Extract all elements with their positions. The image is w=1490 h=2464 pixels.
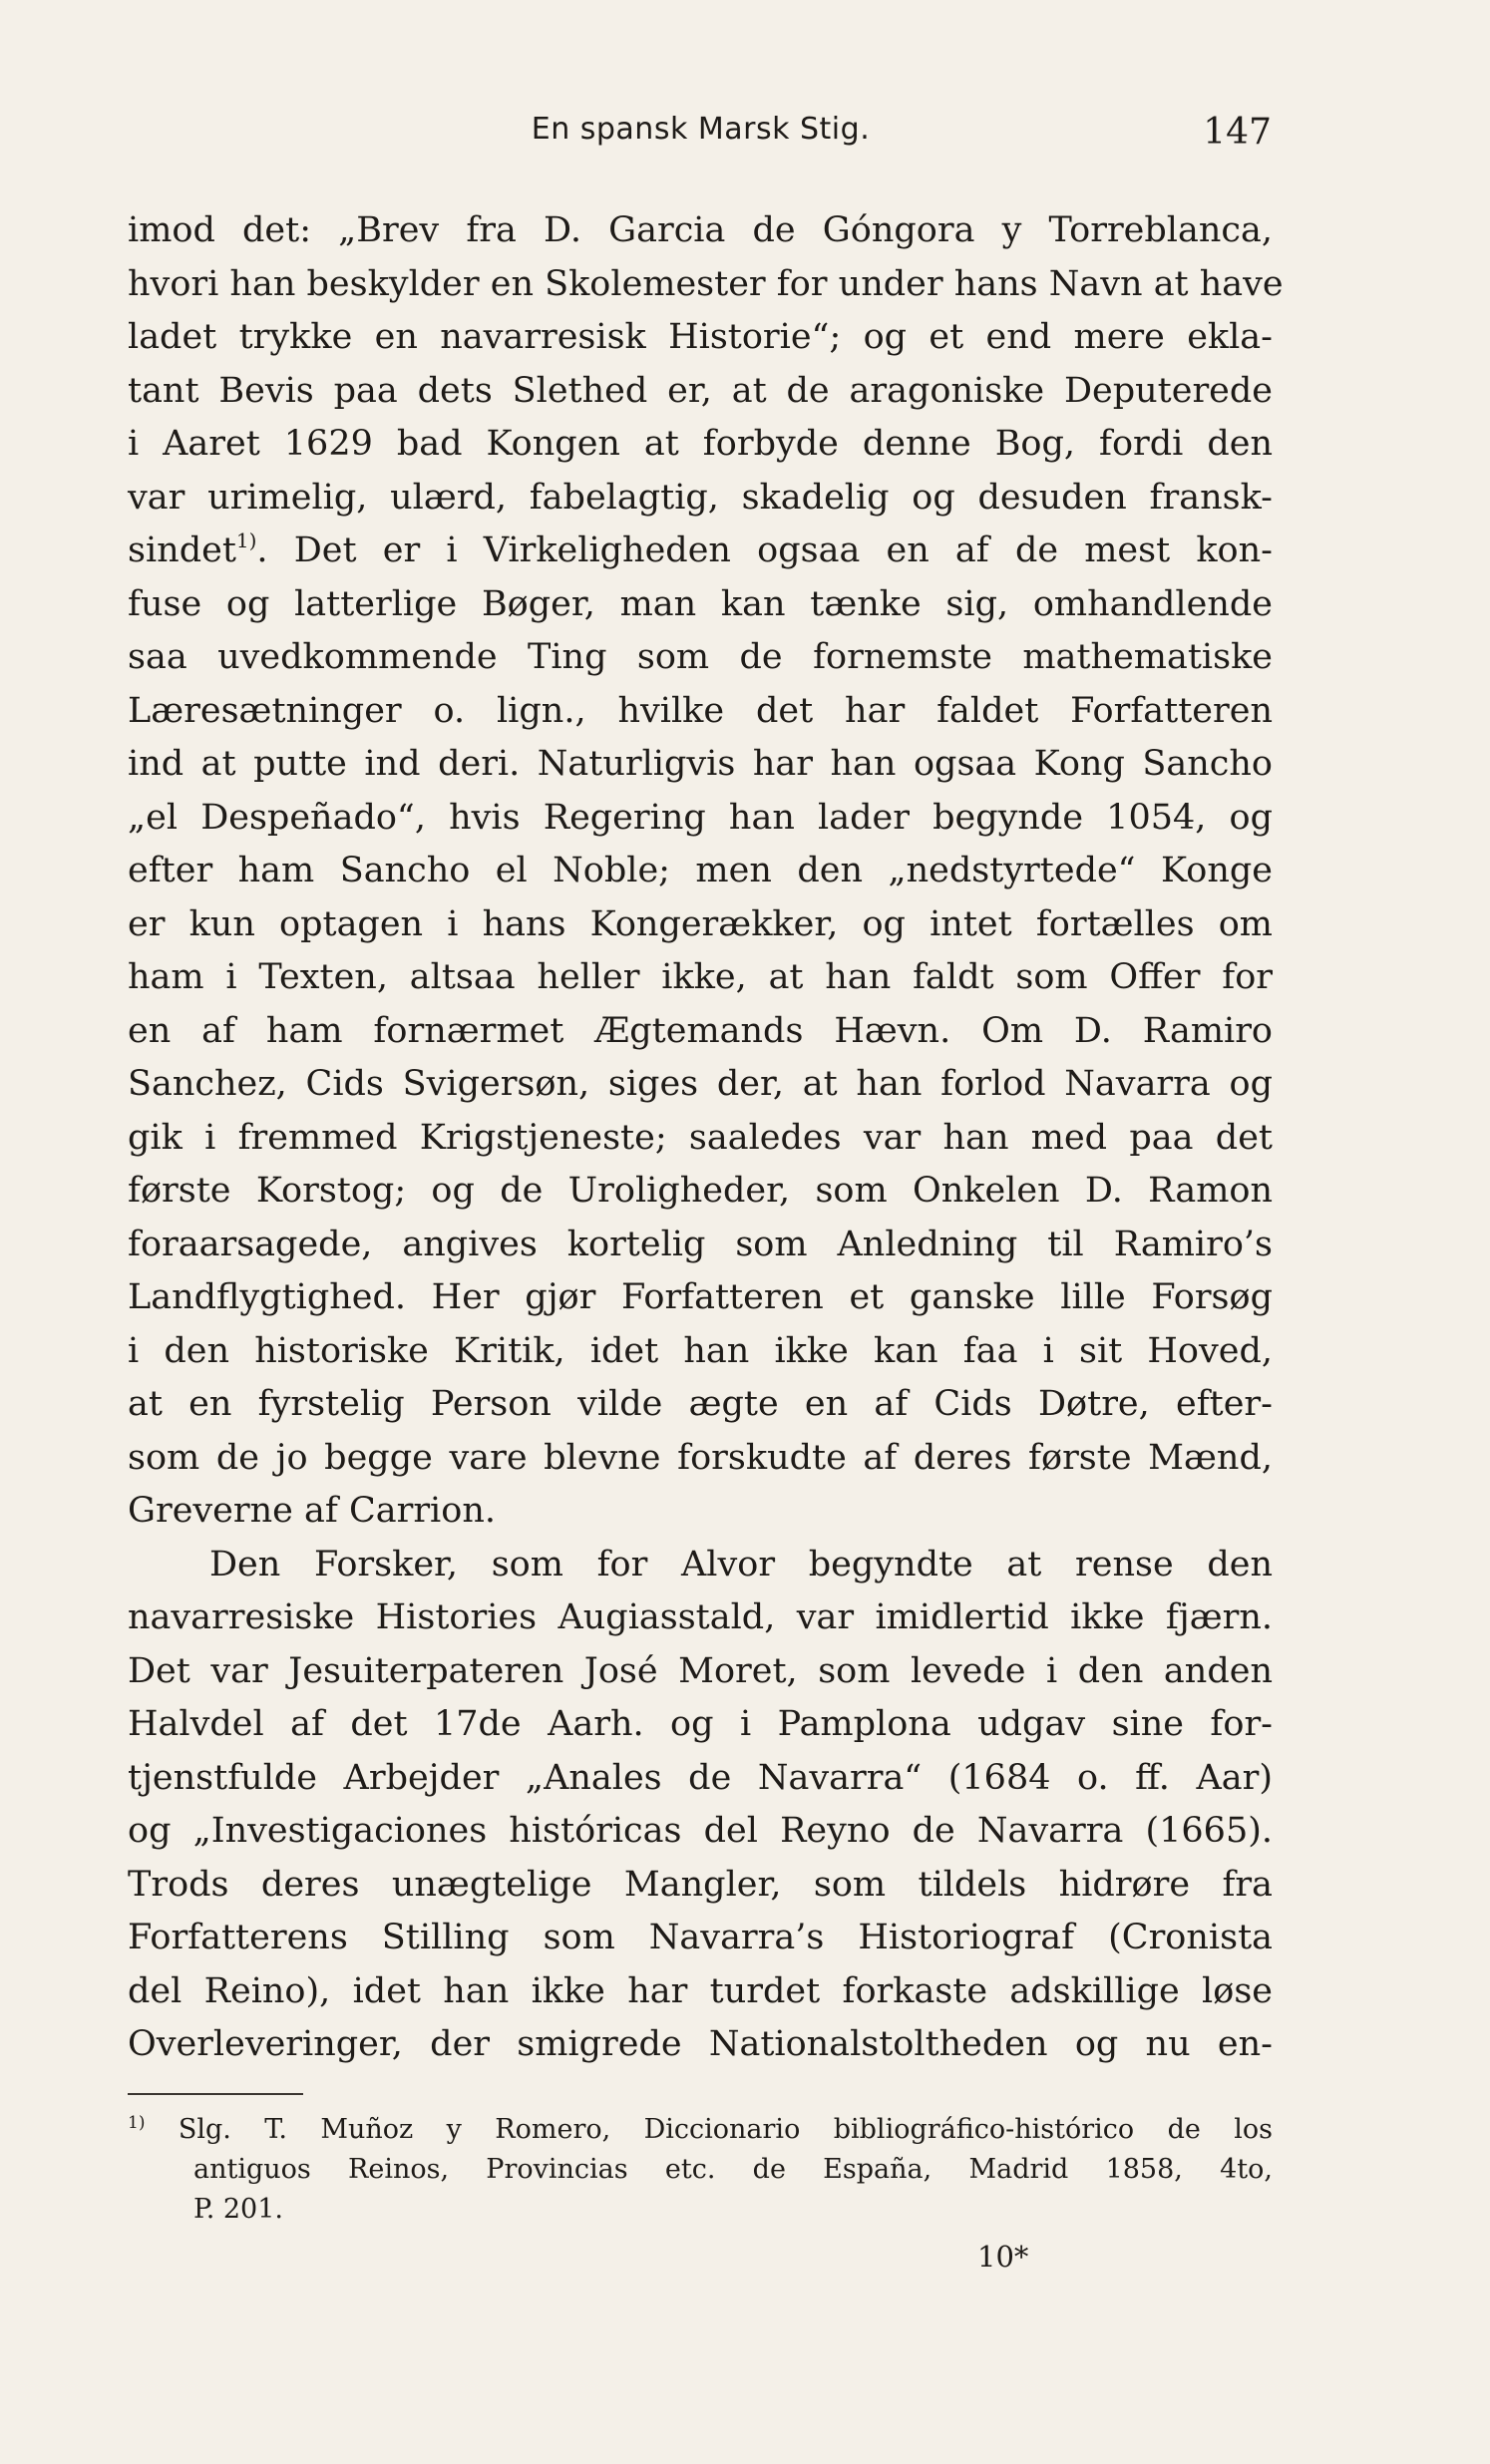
paragraph-start-line: Den Forsker, som for Alvor begyndte at rense den	[209, 1544, 1273, 1584]
text-fragment: sindet	[128, 530, 236, 570]
paragraph-end-line: Greverne af Carrion.	[128, 1491, 496, 1531]
text-fragment: . Det er i Virkeligheden ogsaa en af de mest kon-	[256, 530, 1273, 570]
running-head	[130, 112, 1272, 162]
text-line: saa uvedkommende Ting som de fornemste mathematiske	[128, 637, 1273, 677]
text-line: Læresætninger o. lign., hvilke det har faldet Forfatteren	[128, 690, 1273, 731]
text-line: ind at putte ind deri. Naturligvis har han ogsaa Kong Sancho	[128, 744, 1273, 784]
text-line: at en fyrstelig Person vilde ægte en af Cids Døtre, efter-	[128, 1384, 1273, 1424]
text-line: imod det: „Brev fra D. Garcia de Góngora y Torreblanca,	[128, 210, 1273, 250]
text-line: Forfatterens Stilling som Navarra’s Historiograf (Cronista	[128, 1918, 1273, 1957]
text-line: en af ham fornærmet Ægtemands Hævn. Om D. Ramiro	[128, 1010, 1273, 1051]
text-line: fuse og latterlige Bøger, man kan tænke sig, omhandlende	[128, 583, 1273, 624]
footnotes	[128, 2110, 1273, 2230]
footnote-line	[128, 2110, 1273, 2150]
running-title: En spansk Marsk Stig.	[531, 112, 871, 147]
text-line: Landflygtighed. Her gjør Forfatteren et ganske lille Forsøg	[128, 1277, 1273, 1317]
text-line: Trods deres unægtelige Mangler, som tildels hidrøre fra	[128, 1864, 1273, 1905]
text-line: „el Despeñado“, hvis Regering han lader begynde 1054, og	[128, 797, 1273, 838]
text-line: Overleveringer, der smigrede Nationalstoltheden og nu en-	[128, 2024, 1273, 2064]
text-line: og „Investigaciones históricas del Reyno de Navarra (1665).	[128, 1811, 1273, 1851]
footnote-marker: 1)	[128, 2113, 146, 2133]
text-line: foraarsagede, angives kortelig som Anledning til Ramiro’s	[128, 1224, 1273, 1264]
text-line: i den historiske Kritik, idet han ikke kan faa i sit Hoved,	[128, 1330, 1273, 1371]
footnote-line: P. 201.	[193, 2194, 283, 2225]
text-line: hvori han beskylder en Skolemester for under hans Navn at have	[128, 263, 1284, 304]
footnote-line: antiguos Reinos, Provincias etc. de España, Madrid 1858, 4to,	[193, 2154, 1273, 2185]
text-line: ham i Texten, altsaa heller ikke, at han faldt som Offer for	[128, 957, 1273, 997]
footnote-divider	[128, 2093, 303, 2095]
page-number: 147	[1203, 112, 1272, 153]
text-line: Sanchez, Cids Svigersøn, siges der, at han forlod Navarra og	[128, 1064, 1273, 1104]
text-line: som de jo begge vare blevne forskudte af deres første Mænd,	[128, 1437, 1273, 1478]
text-line: navarresiske Histories Augiasstald, var imidlertid ikke fjærn.	[128, 1597, 1273, 1637]
text-line: var urimelig, ulærd, fabelagtig, skadelig og desuden fransk-	[128, 477, 1273, 518]
text-line: del Reino), idet han ikke har turdet forkaste adskillige løse	[128, 1970, 1273, 2011]
signature-mark: 10*	[977, 2240, 1029, 2274]
text-line: tant Bevis paa dets Slethed er, at de aragoniske Deputerede	[128, 370, 1273, 411]
text-line: Halvdel af det 17de Aarh. og i Pamplona udgav sine for-	[128, 1704, 1273, 1744]
footnote-reference: 1)	[235, 528, 257, 552]
body-text	[128, 204, 1284, 2072]
text-line: er kun optagen i hans Kongerækker, og intet fortælles om	[128, 903, 1273, 944]
text-line: Det var Jesuiterpateren José Moret, som levede i den anden	[128, 1650, 1273, 1691]
text-line: efter ham Sancho el Noble; men den „nedstyrtede“ Konge	[128, 851, 1273, 890]
footnote-text: Slg. T. Muñoz y Romero, Diccionario bibliográfico-histórico de los	[178, 2114, 1273, 2145]
text-line: ladet trykke en navarresisk Historie“; og et end mere ekla-	[128, 317, 1273, 357]
text-line: i Aaret 1629 bad Kongen at forbyde denne Bog, fordi den	[128, 424, 1273, 464]
text-line: gik i fremmed Krigstjeneste; saaledes var han med paa det	[128, 1117, 1273, 1158]
text-line: første Korstog; og de Uroligheder, som Onkelen D. Ramon	[128, 1171, 1273, 1211]
text-line: tjenstfulde Arbejder „Anales de Navarra“ (1684 o. ff. Aar)	[128, 1757, 1273, 1798]
text-line-with-footnote-ref	[128, 525, 1273, 578]
